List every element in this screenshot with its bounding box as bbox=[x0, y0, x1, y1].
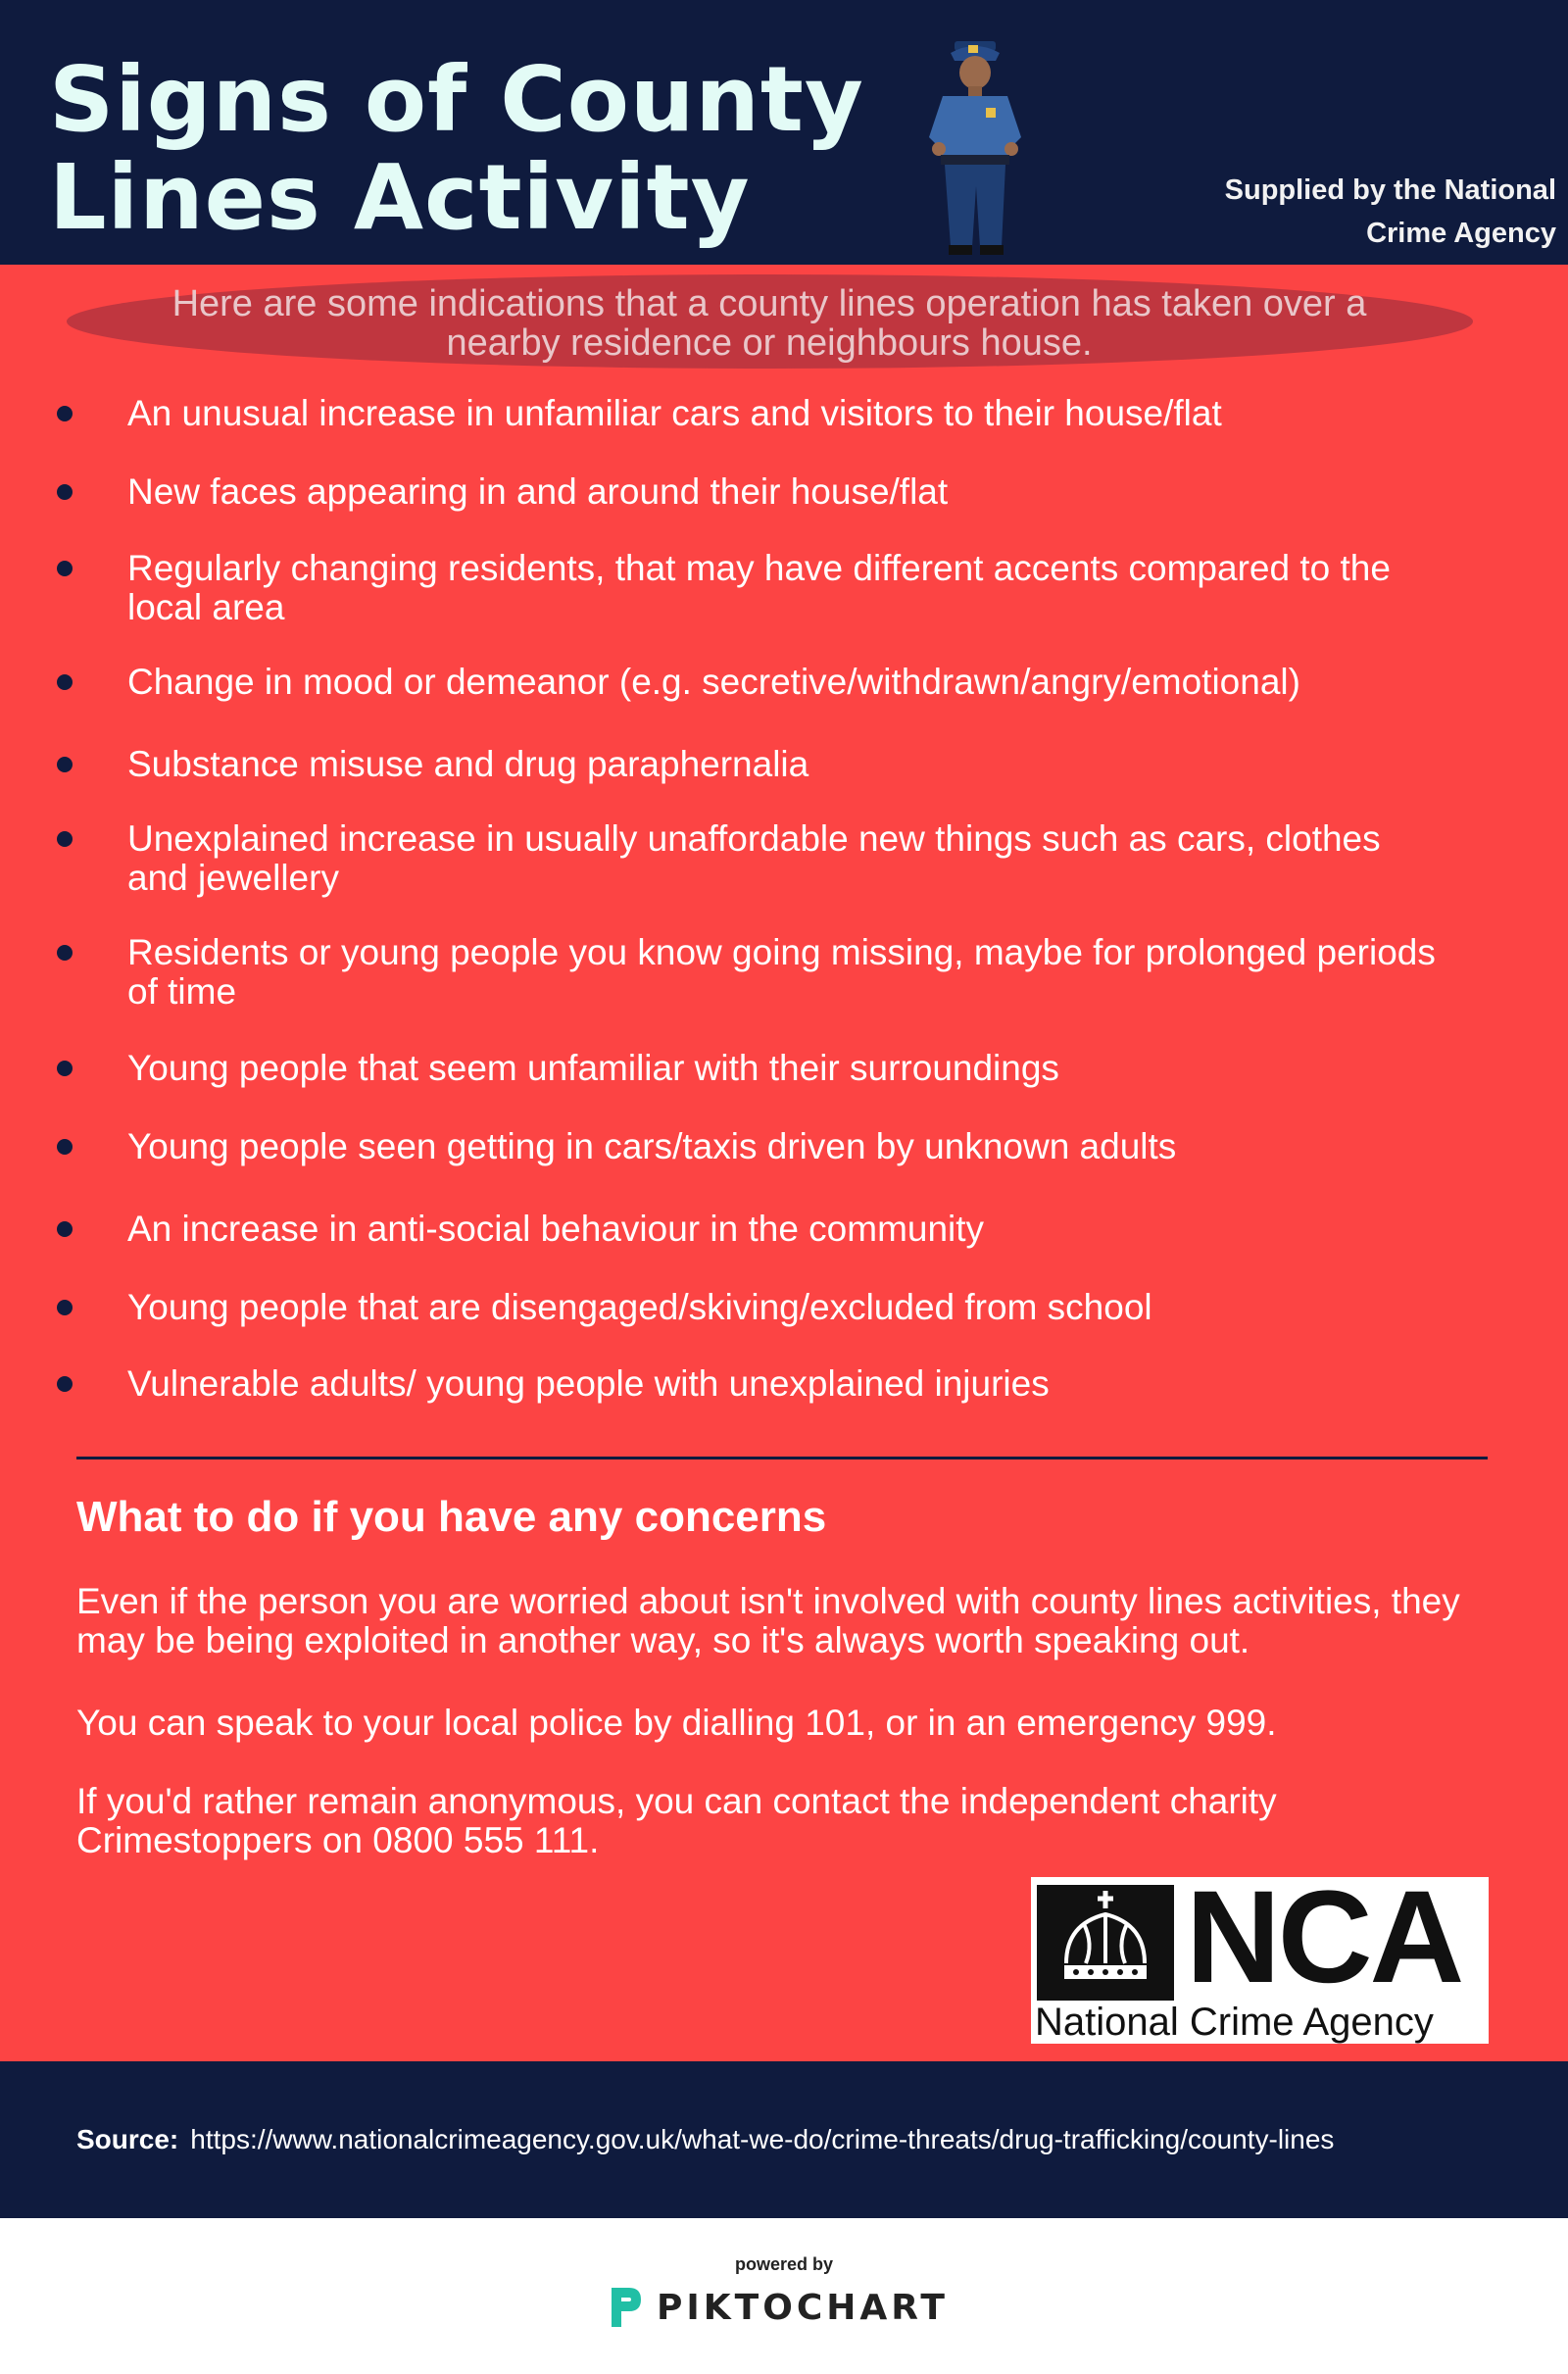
sign-text: Residents or young people you know going missing, maybe for prolonged periods of time bbox=[127, 932, 1436, 1012]
crown-icon bbox=[1037, 1885, 1174, 2001]
list-item bbox=[127, 1288, 1450, 1327]
concerns-paragraph: If you'd rather remain anonymous, you can contact the independent charity Crimestoppers on 0800 555 111. bbox=[76, 1781, 1277, 1860]
list-item bbox=[127, 472, 1450, 512]
bullet-icon bbox=[57, 757, 73, 772]
title-line-1: Signs of County bbox=[49, 47, 864, 152]
list-item bbox=[127, 745, 1450, 784]
list-item bbox=[127, 549, 1450, 627]
source-label: Source: bbox=[76, 2124, 179, 2154]
sign-text: Regularly changing residents, that may have different accents compared to the local area bbox=[127, 548, 1391, 627]
concerns-heading: What to do if you have any concerns bbox=[76, 1493, 827, 1541]
bullet-icon bbox=[57, 1300, 73, 1315]
list-item bbox=[127, 819, 1450, 898]
sign-text: Young people that are disengaged/skiving/excluded from school bbox=[127, 1287, 1152, 1327]
section-divider bbox=[76, 1457, 1488, 1459]
intro-text: Here are some indications that a county lines operation has taken over a nearby residence or neighbours house. bbox=[172, 283, 1367, 364]
title-line-2: Lines Activity bbox=[49, 145, 751, 250]
bullet-icon bbox=[57, 484, 73, 500]
supplied-line-1: Supplied by the National bbox=[1224, 174, 1556, 206]
nca-full-name: National Crime Agency bbox=[1035, 2001, 1434, 2044]
sign-text: New faces appearing in and around their house/flat bbox=[127, 471, 949, 512]
piktochart-brand[interactable] bbox=[608, 2284, 1000, 2333]
sign-text: Substance misuse and drug paraphernalia bbox=[127, 744, 809, 784]
source-line bbox=[76, 2123, 1334, 2156]
bullet-icon bbox=[57, 1061, 73, 1076]
sign-text: An increase in anti-social behaviour in the community bbox=[127, 1209, 985, 1249]
bullet-icon bbox=[57, 561, 73, 576]
sign-text: Unexplained increase in usually unaffordable new things such as cars, clothes and jewellery bbox=[127, 818, 1381, 898]
bullet-icon bbox=[57, 945, 73, 961]
concerns-paragraph: Even if the person you are worried about isn't involved with county lines activities, they may be being exploited in another way, so it's always worth speaking out. bbox=[76, 1581, 1460, 1660]
bullet-icon bbox=[57, 1139, 73, 1155]
nca-logo bbox=[1031, 1864, 1489, 2044]
piktochart-wordmark: PIKTOCHART bbox=[657, 2288, 949, 2328]
supplied-by bbox=[1164, 169, 1556, 255]
sign-text: Young people that seem unfamiliar with their surroundings bbox=[127, 1048, 1059, 1088]
sign-text: Vulnerable adults/ young people with unexplained injuries bbox=[127, 1363, 1050, 1404]
sign-text: An unusual increase in unfamiliar cars and visitors to their house/flat bbox=[127, 393, 1222, 433]
supplied-line-2: Crime Agency bbox=[1366, 218, 1556, 249]
piktochart-logo-icon bbox=[608, 2284, 643, 2331]
bullet-icon bbox=[57, 1376, 73, 1392]
list-item bbox=[127, 1127, 1450, 1166]
list-item bbox=[127, 394, 1450, 433]
bullet-icon bbox=[57, 831, 73, 847]
bullet-icon bbox=[57, 406, 73, 421]
list-item bbox=[127, 1049, 1450, 1088]
bullet-icon bbox=[57, 1221, 73, 1237]
police-officer-icon bbox=[921, 39, 1029, 265]
list-item bbox=[127, 933, 1450, 1012]
list-item bbox=[127, 1364, 1450, 1404]
list-item bbox=[127, 663, 1450, 702]
nca-letters: NCA bbox=[1186, 1864, 1462, 2010]
page-title bbox=[49, 47, 864, 250]
source-url[interactable]: https://www.nationalcrimeagency.gov.uk/what-we-do/crime-threats/drug-trafficking/county-lines bbox=[190, 2124, 1335, 2154]
sign-text: Young people seen getting in cars/taxis driven by unknown adults bbox=[127, 1126, 1177, 1166]
bullet-icon bbox=[57, 674, 73, 690]
powered-by-text: powered by bbox=[734, 2254, 834, 2274]
list-item bbox=[127, 1210, 1450, 1249]
concerns-paragraph: You can speak to your local police by dialling 101, or in an emergency 999. bbox=[76, 1703, 1277, 1743]
sign-text: Change in mood or demeanor (e.g. secretive/withdrawn/angry/emotional) bbox=[127, 662, 1300, 702]
